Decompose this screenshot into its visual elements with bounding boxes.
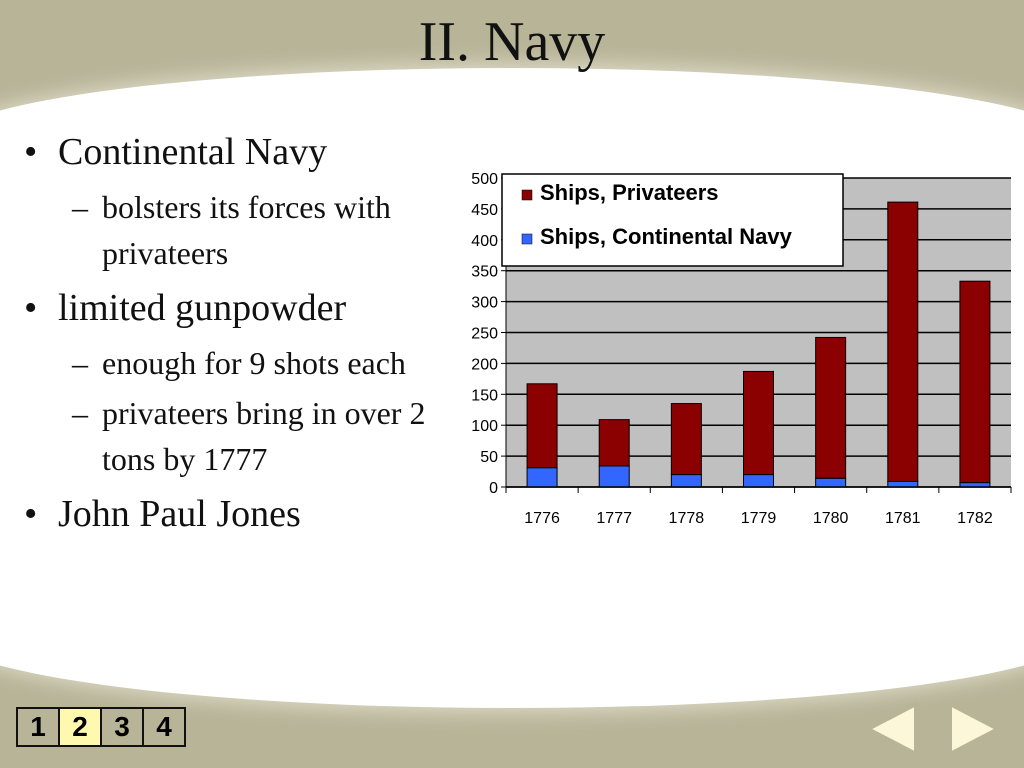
sub-bullet-dash: –	[72, 345, 88, 381]
y-tick-label: 400	[471, 232, 498, 250]
page-button-1[interactable]: 1	[18, 709, 60, 745]
bar-continental-navy	[527, 468, 557, 487]
y-tick-label: 350	[471, 263, 498, 281]
y-tick-label: 200	[471, 356, 498, 374]
bullet-item	[20, 286, 440, 330]
legend-label: Ships, Privateers	[540, 180, 719, 205]
page-button-4[interactable]: 4	[156, 711, 172, 742]
bullet-list	[20, 130, 440, 546]
bar-privateers	[527, 384, 557, 468]
sub-bullet-text: enough for 9 shots each	[102, 345, 406, 381]
legend-swatch	[522, 234, 532, 244]
sub-bullet-text: bolsters its forces with privateers	[102, 189, 391, 271]
x-tick-label: 1780	[812, 510, 849, 527]
x-tick-label: 1777	[596, 510, 633, 527]
bar-continental-navy	[816, 478, 846, 487]
chart-svg	[430, 160, 1020, 540]
left-arrow-icon[interactable]	[862, 700, 924, 758]
ships-chart	[430, 160, 1020, 540]
bullet-item	[20, 492, 440, 536]
bar-privateers	[744, 371, 774, 474]
y-tick-label: 100	[471, 418, 498, 436]
page-selector	[16, 707, 186, 747]
right-arrow-icon[interactable]	[944, 700, 1006, 758]
x-tick-label: 1776	[524, 510, 560, 527]
bullet-text: Continental Navy	[58, 131, 328, 173]
bullet-text: John Paul Jones	[58, 493, 301, 535]
x-tick-label: 1778	[668, 510, 705, 527]
page-button-3[interactable]: 3	[102, 709, 144, 745]
x-tick-label: 1782	[957, 510, 993, 527]
x-tick-label: 1781	[884, 510, 921, 527]
y-tick-label: 50	[480, 449, 498, 467]
bullet-text: limited gunpowder	[58, 287, 347, 329]
bar-privateers	[671, 404, 701, 475]
y-tick-label: 0	[489, 480, 498, 497]
bar-privateers	[599, 420, 629, 466]
bar-privateers	[888, 202, 918, 481]
sub-bullet-text: privateers bring in over 2 tons by 1777	[102, 395, 426, 477]
bar-continental-navy	[671, 475, 701, 487]
legend-swatch	[522, 190, 532, 200]
sub-bullet-item	[20, 390, 440, 482]
bullet-dot: •	[24, 493, 38, 535]
bar-continental-navy	[744, 475, 774, 487]
bullet-dot: •	[24, 131, 38, 173]
y-tick-label: 150	[471, 387, 498, 405]
sub-bullet-item	[20, 184, 440, 276]
y-tick-label: 450	[471, 201, 498, 219]
bullet-item	[20, 130, 440, 174]
page-button-2[interactable]: 2	[60, 709, 102, 745]
legend-label: Ships, Continental Navy	[540, 224, 792, 249]
bar-continental-navy	[888, 481, 918, 487]
bar-continental-navy	[599, 466, 629, 487]
y-tick-label: 250	[471, 325, 498, 343]
bullet-dot: •	[24, 287, 38, 329]
y-tick-label: 500	[471, 171, 498, 188]
bar-privateers	[960, 281, 990, 482]
bar-privateers	[816, 337, 846, 478]
sub-bullet-dash: –	[72, 189, 88, 225]
x-tick-label: 1779	[740, 510, 777, 527]
slide-title: II. Navy	[418, 11, 606, 73]
y-tick-label: 300	[471, 294, 498, 312]
sub-bullet-dash: –	[72, 395, 88, 431]
sub-bullet-item	[20, 340, 440, 386]
